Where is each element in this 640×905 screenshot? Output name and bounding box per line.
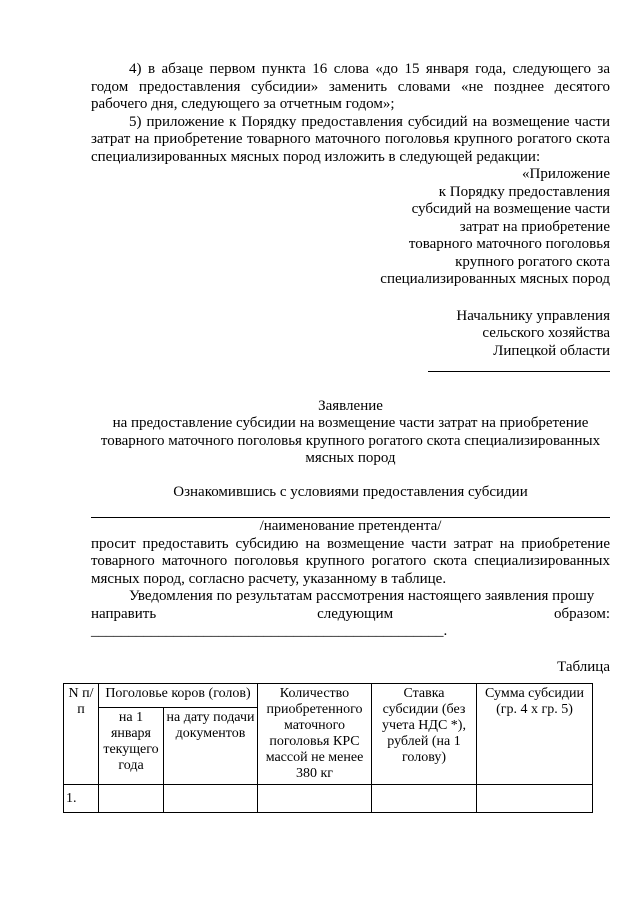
document-page — [91, 61, 610, 676]
addressee-line: Начальнику управления — [456, 307, 610, 324]
table-cell[interactable] — [372, 785, 477, 813]
paragraph-item-5: 5) приложение к Порядку предоставления субсидий на возмещение части затрат на приобретение товарного маточного поголовья крупного рогатого скота специализированных мясных пород изложить в следующей редакции: — [91, 113, 610, 165]
appendix-line: специализированных мясных пород — [380, 271, 610, 287]
table-row — [64, 785, 593, 813]
familiar-text: Ознакомившись с условиями предоставления субсидии — [173, 483, 528, 500]
table-cell[interactable] — [99, 785, 164, 813]
notify-word: образом: — [553, 605, 610, 622]
table-cell[interactable] — [477, 785, 593, 813]
appendix-line: «Приложение — [521, 166, 610, 182]
header-cell-rate: Ставка субсидии (без учета НДС *), рублей (на 1 голову) — [372, 684, 477, 785]
paragraph-item-4: 4) в абзаце первом пункта 16 слова «до 15 января года, следующего за годом предоставления субсидии» заменить словами «не позднее десятого рабочего дня, следующего за отчетным годом»; — [91, 61, 610, 112]
header-cell-herd: Поголовье коров (голов) — [99, 684, 258, 708]
addressee-line: сельского хозяйства — [482, 325, 610, 341]
addressee-block — [91, 308, 610, 378]
request-text: просит предоставить субсидию на возмещение части затрат на приобретение товарного маточного поголовья крупного рогатого скота специализированных мясных пород, согласно расчету, указанному в таблице. — [91, 535, 610, 587]
notify-word: направить — [91, 605, 157, 622]
application-title: Заявление — [318, 397, 383, 414]
appendix-line: крупного рогатого скота — [455, 253, 610, 270]
appendix-line: субсидий на возмещение части — [411, 201, 610, 217]
header-cell-herd-date: на дату подачи документов — [164, 707, 258, 784]
addressee-signature-line[interactable] — [91, 360, 610, 378]
notify-text: Уведомления по результатам рассмотрения настоящего заявления прошу — [129, 588, 595, 604]
notify-continuation — [91, 606, 610, 624]
header-cell-herd-jan: на 1 января текущего года — [99, 707, 164, 784]
application-subtitle: на предоставление субсидии на возмещение части затрат на приобретение товарного маточного поголовья крупного рогатого скота специализированных мясных пород — [100, 415, 601, 466]
table-cell[interactable] — [164, 785, 258, 813]
header-cell-n: N п/п — [64, 684, 99, 785]
appendix-header — [91, 166, 610, 289]
header-cell-qty: Количество приобретенного маточного поголовья КРС массой не менее 380 кг — [258, 684, 372, 785]
applicant-name-line[interactable] — [91, 503, 610, 518]
row-number-cell: 1. — [64, 785, 99, 813]
header-cell-sum: Сумма субсидии (гр. 4 х гр. 5) — [477, 684, 593, 785]
appendix-line: товарного маточного поголовья — [408, 236, 610, 252]
table-cell[interactable] — [258, 785, 372, 813]
notify-line[interactable]: _______________________________________________. — [91, 623, 448, 639]
application-heading — [91, 398, 610, 468]
appendix-line: к Порядку предоставления — [438, 183, 610, 200]
addressee-line: Липецкой области — [493, 342, 610, 359]
notify-word: следующим — [317, 605, 394, 622]
applicant-name-caption: /наименование претендента/ — [259, 518, 442, 534]
subsidy-table — [63, 683, 593, 813]
table-label: Таблица — [557, 658, 610, 675]
table-header-row — [64, 684, 593, 708]
appendix-line: затрат на приобретение — [459, 218, 610, 235]
